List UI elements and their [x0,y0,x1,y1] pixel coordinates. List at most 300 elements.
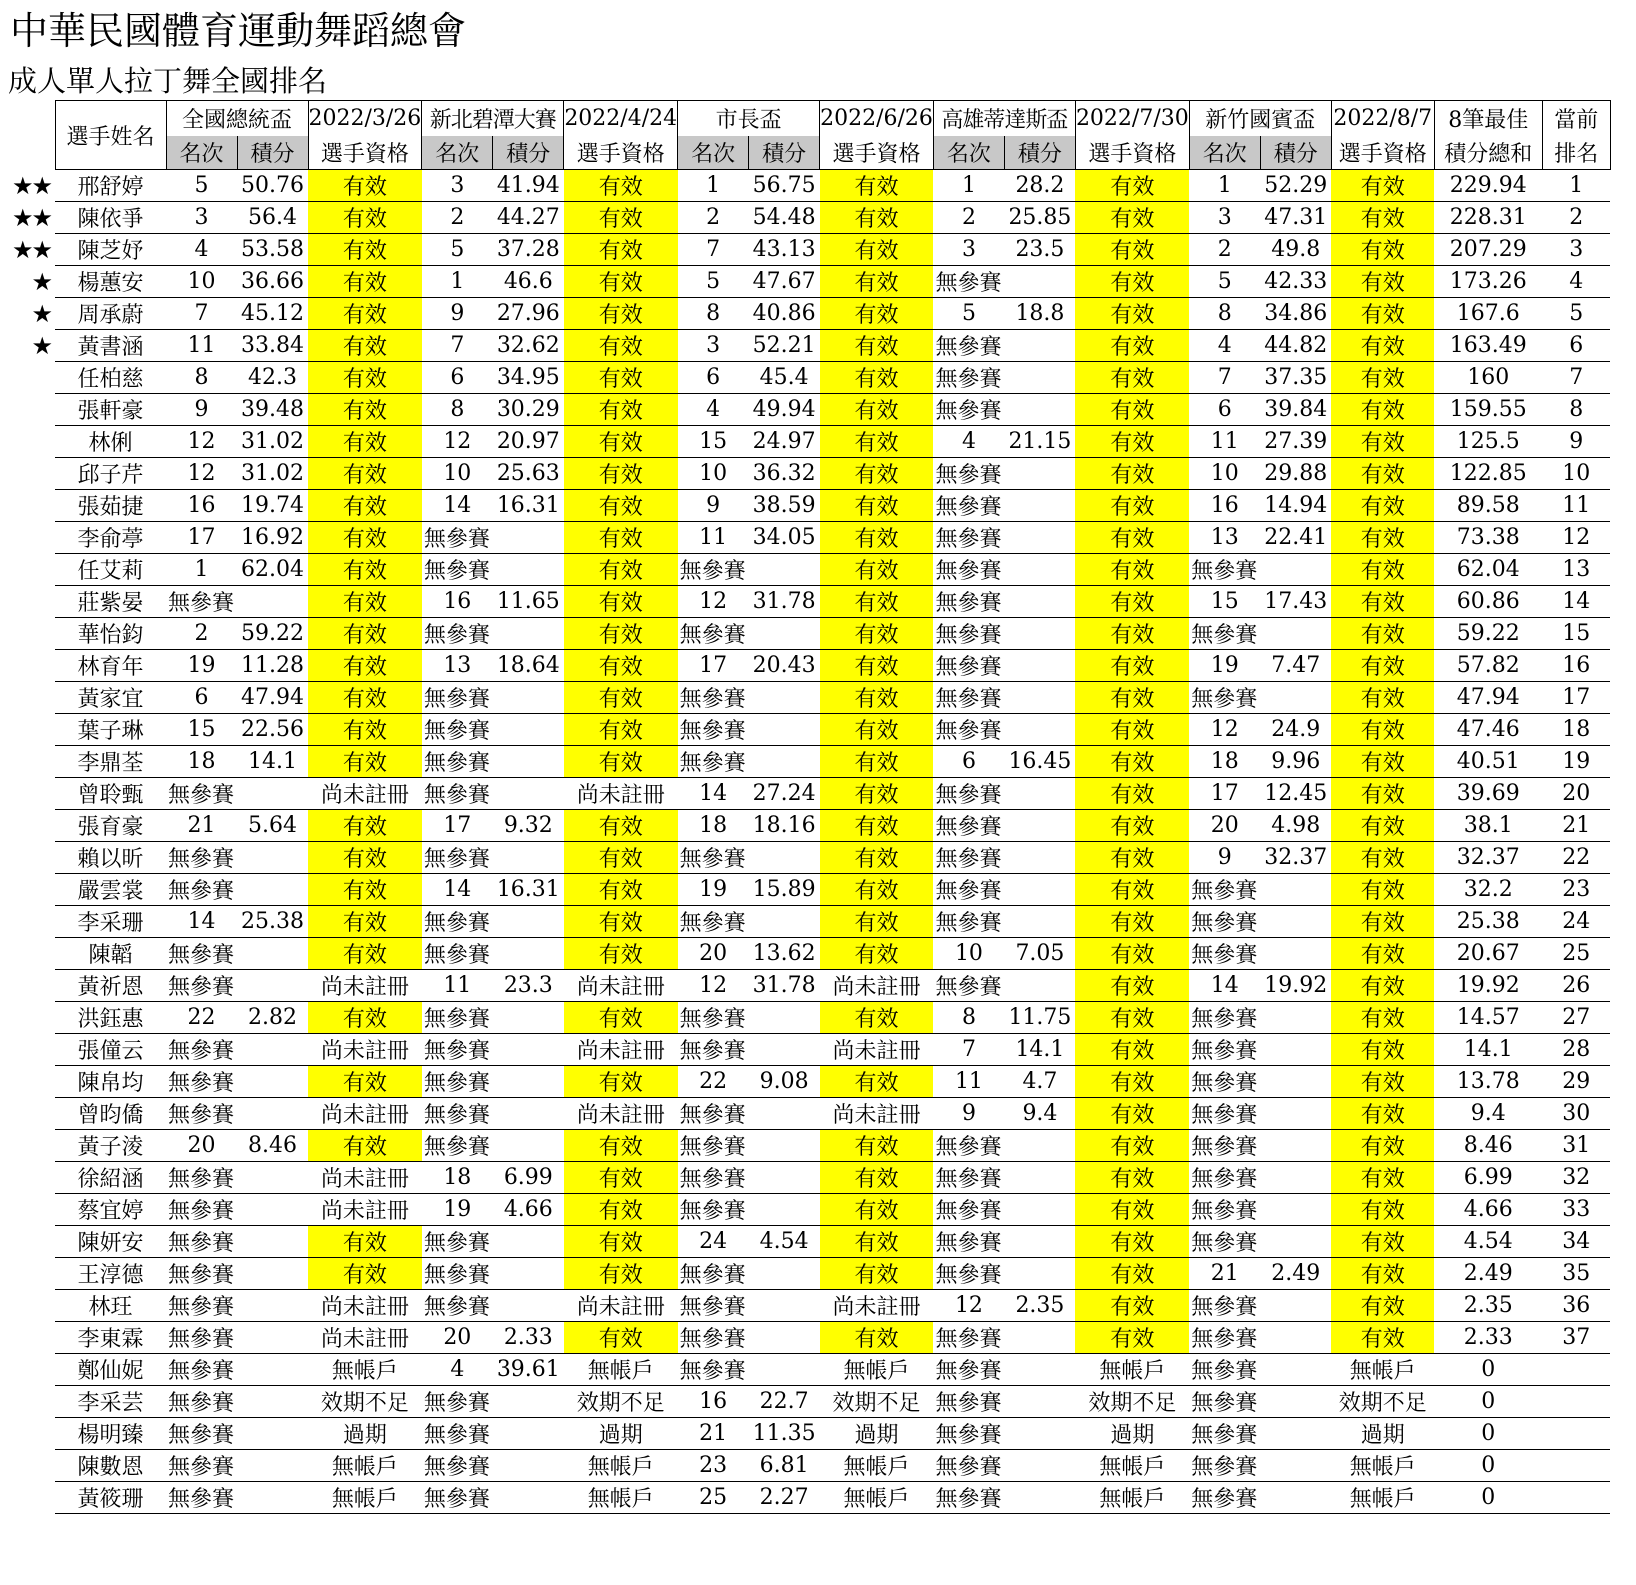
event-points-cell: 36.32 [749,458,820,490]
event-rank-cell: 無參賽 [678,1194,820,1226]
event-points-cell: 25.38 [237,906,308,938]
event-points-cell: 7.05 [1004,938,1075,970]
current-rank-cell: 23 [1542,874,1610,906]
current-rank-cell: 32 [1542,1162,1610,1194]
table-row [0,874,1610,906]
player-name: 李采芸 [55,1386,166,1418]
event-status-cell: 有效 [820,618,934,650]
event-points-cell: 47.94 [237,682,308,714]
star-rating: ★★ [11,203,51,232]
event-points-cell: 9.96 [1260,746,1331,778]
player-name: 葉子琳 [55,714,166,746]
event-rank-cell: 2 [678,202,749,234]
event-rank-cell: 20 [678,938,749,970]
event-status-cell: 有效 [308,1226,422,1258]
event-rank-cell: 無參賽 [933,906,1075,938]
event-rank-cell: 無參賽 [678,842,820,874]
star-rating: ★ [31,299,51,328]
event-rank-cell: 無參賽 [933,874,1075,906]
header-event-date: 2022/8/7 [1331,101,1434,137]
event-rank-cell: 無參賽 [422,1450,564,1482]
player-name: 邱子芹 [55,458,166,490]
event-status-cell: 有效 [564,266,678,298]
event-status-cell: 有效 [1331,1130,1434,1162]
event-points-cell: 14.1 [237,746,308,778]
event-status-cell: 有效 [820,1130,934,1162]
event-rank-cell: 1 [933,170,1004,202]
event-rank-cell: 1 [678,170,749,202]
event-rank-cell: 6 [678,362,749,394]
event-status-cell: 有效 [564,714,678,746]
player-name: 鄭仙妮 [55,1354,166,1386]
event-points-cell: 9.4 [1004,1098,1075,1130]
event-status-cell: 無帳戶 [1331,1354,1434,1386]
best-total-cell: 229.94 [1434,170,1542,202]
event-rank-cell: 無參賽 [678,1290,820,1322]
event-points-cell: 2.49 [1260,1258,1331,1290]
table-row [0,1162,1610,1194]
player-name: 黃祈恩 [55,970,166,1002]
event-status-cell: 有效 [1331,426,1434,458]
event-rank-cell: 無參賽 [422,938,564,970]
table-row [0,1002,1610,1034]
player-name: 林玨 [55,1290,166,1322]
event-status-cell: 有效 [1331,362,1434,394]
ranking-table [0,100,1611,1514]
player-name: 曾昀僑 [55,1098,166,1130]
event-rank-cell: 無參賽 [678,1002,820,1034]
event-rank-cell: 無參賽 [933,714,1075,746]
header-points-label: 積分 [493,136,564,170]
table-row [0,810,1610,842]
player-name: 洪鈺惠 [55,1002,166,1034]
event-status-cell: 有效 [1075,1162,1189,1194]
event-status-cell: 有效 [1331,874,1434,906]
event-points-cell: 4.98 [1260,810,1331,842]
star-rating [0,1418,55,1450]
event-rank-cell: 無參賽 [166,1066,308,1098]
event-rank-cell: 無參賽 [933,362,1075,394]
event-points-cell: 31.78 [749,970,820,1002]
event-points-cell: 25.63 [493,458,564,490]
event-status-cell: 有效 [308,714,422,746]
table-row [0,1322,1610,1354]
current-rank-cell: 37 [1542,1322,1610,1354]
header-event-date: 2022/6/26 [820,101,934,137]
current-rank-cell: 3 [1542,234,1610,266]
event-status-cell: 無帳戶 [820,1354,934,1386]
event-status-cell: 有效 [564,330,678,362]
event-status-cell: 有效 [1075,266,1189,298]
player-name: 任艾莉 [55,554,166,586]
header-rank-label: 名次 [933,136,1004,170]
event-rank-cell: 3 [678,330,749,362]
event-rank-cell: 1 [1189,170,1260,202]
event-status-cell: 有效 [1331,1162,1434,1194]
event-status-cell: 尚未註冊 [308,970,422,1002]
event-status-cell: 有效 [820,778,934,810]
event-status-cell: 有效 [1331,938,1434,970]
event-status-cell: 有效 [1075,170,1189,202]
event-points-cell: 41.94 [493,170,564,202]
table-row [0,266,1610,298]
event-points-cell: 25.85 [1004,202,1075,234]
event-rank-cell: 無參賽 [1189,1034,1331,1066]
player-name: 曾聆甄 [55,778,166,810]
event-points-cell: 28.2 [1004,170,1075,202]
event-status-cell: 無帳戶 [564,1354,678,1386]
event-status-cell: 尚未註冊 [564,970,678,1002]
event-points-cell: 32.37 [1260,842,1331,874]
best-total-cell: 47.94 [1434,682,1542,714]
event-points-cell: 4.7 [1004,1066,1075,1098]
best-total-cell: 14.57 [1434,1002,1542,1034]
event-rank-cell: 10 [1189,458,1260,490]
player-name: 陳妍安 [55,1226,166,1258]
event-rank-cell: 8 [422,394,493,426]
event-status-cell: 有效 [1075,842,1189,874]
event-rank-cell: 無參賽 [422,842,564,874]
event-points-cell: 21.15 [1004,426,1075,458]
current-rank-cell [1542,1386,1610,1418]
event-status-cell: 有效 [308,746,422,778]
event-status-cell: 過期 [1075,1418,1189,1450]
event-rank-cell: 無參賽 [933,1386,1075,1418]
event-rank-cell: 無參賽 [422,1418,564,1450]
event-status-cell: 有效 [820,746,934,778]
event-status-cell: 有效 [1075,426,1189,458]
event-points-cell: 33.84 [237,330,308,362]
event-rank-cell: 4 [422,1354,493,1386]
event-rank-cell: 21 [166,810,237,842]
current-rank-cell: 21 [1542,810,1610,842]
event-status-cell: 有效 [820,650,934,682]
table-row [0,1034,1610,1066]
header-rank-label: 名次 [166,136,237,170]
event-points-cell: 23.5 [1004,234,1075,266]
event-rank-cell: 無參賽 [933,1450,1075,1482]
event-status-cell: 過期 [308,1418,422,1450]
event-rank-cell: 無參賽 [1189,1162,1331,1194]
event-rank-cell: 無參賽 [422,1290,564,1322]
star-rating [0,842,55,874]
event-rank-cell: 無參賽 [933,394,1075,426]
event-status-cell: 有效 [1075,522,1189,554]
event-rank-cell: 無參賽 [678,554,820,586]
event-status-cell: 有效 [1331,842,1434,874]
event-status-cell: 有效 [1075,778,1189,810]
event-rank-cell: 18 [166,746,237,778]
event-status-cell: 有效 [1075,298,1189,330]
event-rank-cell: 11 [1189,426,1260,458]
event-status-cell: 有效 [820,586,934,618]
event-status-cell: 有效 [564,810,678,842]
event-status-cell: 有效 [1075,1034,1189,1066]
best-total-cell: 20.67 [1434,938,1542,970]
current-rank-cell: 13 [1542,554,1610,586]
best-total-cell: 9.4 [1434,1098,1542,1130]
event-rank-cell: 無參賽 [933,682,1075,714]
event-status-cell: 有效 [564,874,678,906]
event-rank-cell: 6 [1189,394,1260,426]
event-status-cell: 有效 [308,554,422,586]
event-rank-cell: 7 [422,330,493,362]
event-rank-cell: 23 [678,1450,749,1482]
event-status-cell: 有效 [564,1162,678,1194]
event-status-cell: 無帳戶 [308,1482,422,1514]
event-status-cell: 有效 [1331,522,1434,554]
star-rating [0,1322,55,1354]
event-status-cell: 有效 [564,490,678,522]
event-rank-cell: 18 [678,810,749,842]
table-row [0,586,1610,618]
event-points-cell: 11.35 [749,1418,820,1450]
event-rank-cell: 無參賽 [678,618,820,650]
best-total-cell: 2.33 [1434,1322,1542,1354]
event-status-cell: 有效 [1331,618,1434,650]
event-rank-cell: 7 [678,234,749,266]
player-name: 賴以昕 [55,842,166,874]
event-rank-cell: 10 [933,938,1004,970]
event-status-cell: 有效 [564,170,678,202]
current-rank-cell: 25 [1542,938,1610,970]
event-status-cell: 尚未註冊 [564,1034,678,1066]
event-status-cell: 有效 [820,234,934,266]
current-rank-cell: 26 [1542,970,1610,1002]
event-points-cell: 14.1 [1004,1034,1075,1066]
event-rank-cell: 14 [678,778,749,810]
player-name: 嚴雲裳 [55,874,166,906]
event-rank-cell: 4 [933,426,1004,458]
star-rating: ★★ [11,171,51,200]
event-points-cell: 12.45 [1260,778,1331,810]
event-rank-cell: 11 [678,522,749,554]
event-points-cell: 14.94 [1260,490,1331,522]
event-status-cell: 有效 [564,394,678,426]
event-rank-cell: 3 [422,170,493,202]
header-event-name: 市長盃 [678,101,820,137]
current-rank-cell: 27 [1542,1002,1610,1034]
table-row [0,1098,1610,1130]
star-rating [0,746,55,778]
event-rank-cell: 無參賽 [422,746,564,778]
event-rank-cell: 無參賽 [1189,1386,1331,1418]
current-rank-cell [1542,1418,1610,1450]
event-rank-cell: 無參賽 [166,842,308,874]
player-name: 李采珊 [55,906,166,938]
event-status-cell: 有效 [564,1322,678,1354]
event-status-cell: 有效 [564,842,678,874]
header-event-date: 2022/4/24 [564,101,678,137]
event-rank-cell: 1 [422,266,493,298]
event-status-cell: 有效 [1075,1194,1189,1226]
event-rank-cell: 無參賽 [166,1162,308,1194]
event-status-cell: 有效 [1331,906,1434,938]
event-rank-cell: 無參賽 [1189,618,1331,650]
star-rating [0,554,55,586]
event-points-cell: 6.81 [749,1450,820,1482]
event-rank-cell: 14 [166,906,237,938]
page-subtitle: 成人單人拉丁舞全國排名 [8,64,328,98]
event-rank-cell: 無參賽 [678,1130,820,1162]
event-points-cell: 49.94 [749,394,820,426]
event-points-cell: 22.41 [1260,522,1331,554]
player-name: 華怡鈞 [55,618,166,650]
event-status-cell: 有效 [564,650,678,682]
event-points-cell: 11.75 [1004,1002,1075,1034]
current-rank-cell: 30 [1542,1098,1610,1130]
event-status-cell: 尚未註冊 [308,1290,422,1322]
table-row [0,1194,1610,1226]
event-points-cell: 16.31 [493,874,564,906]
header-status-label: 選手資格 [820,136,934,170]
event-status-cell: 有效 [820,490,934,522]
star-rating [0,1098,55,1130]
event-rank-cell: 9 [1189,842,1260,874]
event-points-cell: 24.97 [749,426,820,458]
event-points-cell: 17.43 [1260,586,1331,618]
event-rank-cell: 10 [422,458,493,490]
event-status-cell: 有效 [1331,266,1434,298]
event-points-cell: 49.8 [1260,234,1331,266]
event-status-cell: 有效 [1075,682,1189,714]
event-status-cell: 有效 [1331,586,1434,618]
table-row [0,970,1610,1002]
table-row [0,1482,1610,1514]
event-status-cell: 有效 [564,906,678,938]
event-status-cell: 效期不足 [564,1386,678,1418]
event-rank-cell: 20 [1189,810,1260,842]
table-row [0,202,1610,234]
table-row [0,714,1610,746]
event-rank-cell: 無參賽 [166,1482,308,1514]
event-status-cell: 有效 [308,906,422,938]
event-rank-cell: 無參賽 [678,906,820,938]
event-points-cell: 37.28 [493,234,564,266]
event-status-cell: 有效 [1331,170,1434,202]
current-rank-cell: 15 [1542,618,1610,650]
event-rank-cell: 12 [678,586,749,618]
event-rank-cell: 9 [678,490,749,522]
event-rank-cell: 5 [678,266,749,298]
event-status-cell: 無帳戶 [820,1450,934,1482]
event-status-cell: 有效 [820,842,934,874]
best-total-cell: 167.6 [1434,298,1542,330]
event-status-cell: 有效 [1331,234,1434,266]
player-name: 林育年 [55,650,166,682]
event-status-cell: 有效 [308,810,422,842]
event-points-cell: 5.64 [237,810,308,842]
event-rank-cell: 無參賽 [1189,554,1331,586]
star-rating [0,810,55,842]
event-rank-cell: 15 [166,714,237,746]
header-points-label: 積分 [237,136,308,170]
table-row [0,362,1610,394]
event-rank-cell: 無參賽 [933,778,1075,810]
event-status-cell: 尚未註冊 [564,1290,678,1322]
event-rank-cell: 11 [422,970,493,1002]
event-rank-cell: 15 [678,426,749,458]
event-points-cell: 7.47 [1260,650,1331,682]
event-rank-cell: 2 [1189,234,1260,266]
event-rank-cell: 無參賽 [678,1098,820,1130]
event-status-cell: 有效 [564,362,678,394]
event-status-cell: 有效 [1331,682,1434,714]
event-rank-cell: 無參賽 [422,906,564,938]
best-total-cell: 57.82 [1434,650,1542,682]
event-status-cell: 有效 [1075,1226,1189,1258]
event-points-cell: 50.76 [237,170,308,202]
current-rank-cell: 9 [1542,426,1610,458]
player-name: 陳芝妤 [55,234,166,266]
header-current-rank-line1: 當前 [1542,101,1610,137]
event-status-cell: 有效 [308,458,422,490]
player-name: 邢舒婷 [55,170,166,202]
event-rank-cell: 8 [1189,298,1260,330]
table-row [0,490,1610,522]
event-rank-cell: 無參賽 [166,1226,308,1258]
event-status-cell: 有效 [820,874,934,906]
best-total-cell: 38.1 [1434,810,1542,842]
event-status-cell: 有效 [308,394,422,426]
event-rank-cell: 19 [422,1194,493,1226]
event-points-cell: 62.04 [237,554,308,586]
star-rating [0,1066,55,1098]
event-rank-cell: 無參賽 [933,1162,1075,1194]
table-row [0,650,1610,682]
event-points-cell: 45.12 [237,298,308,330]
event-status-cell: 效期不足 [1331,1386,1434,1418]
table-row [0,618,1610,650]
event-rank-cell: 無參賽 [1189,938,1331,970]
event-points-cell: 8.46 [237,1130,308,1162]
player-name: 王淳德 [55,1258,166,1290]
header-event-name: 新竹國賓盃 [1189,101,1331,137]
star-rating [0,682,55,714]
event-points-cell: 11.65 [493,586,564,618]
event-points-cell: 13.62 [749,938,820,970]
best-total-cell: 13.78 [1434,1066,1542,1098]
best-total-cell: 60.86 [1434,586,1542,618]
event-points-cell: 22.56 [237,714,308,746]
best-total-cell: 0 [1434,1354,1542,1386]
event-status-cell: 有效 [820,1002,934,1034]
star-rating [0,906,55,938]
star-rating [0,778,55,810]
event-status-cell: 有效 [564,458,678,490]
event-points-cell: 42.3 [237,362,308,394]
event-rank-cell: 20 [422,1322,493,1354]
event-status-cell: 有效 [564,938,678,970]
star-rating [0,426,55,458]
best-total-cell: 4.54 [1434,1226,1542,1258]
event-rank-cell: 7 [166,298,237,330]
event-status-cell: 有效 [308,618,422,650]
current-rank-cell: 11 [1542,490,1610,522]
event-rank-cell: 9 [166,394,237,426]
event-points-cell: 27.96 [493,298,564,330]
event-points-cell: 31.78 [749,586,820,618]
header-status-label: 選手資格 [1075,136,1189,170]
event-status-cell: 有效 [308,330,422,362]
player-name: 莊紫晏 [55,586,166,618]
event-rank-cell: 6 [166,682,237,714]
event-status-cell: 有效 [308,522,422,554]
event-rank-cell: 無參賽 [1189,1354,1331,1386]
event-status-cell: 有效 [308,362,422,394]
event-rank-cell: 10 [678,458,749,490]
player-name: 張僮云 [55,1034,166,1066]
